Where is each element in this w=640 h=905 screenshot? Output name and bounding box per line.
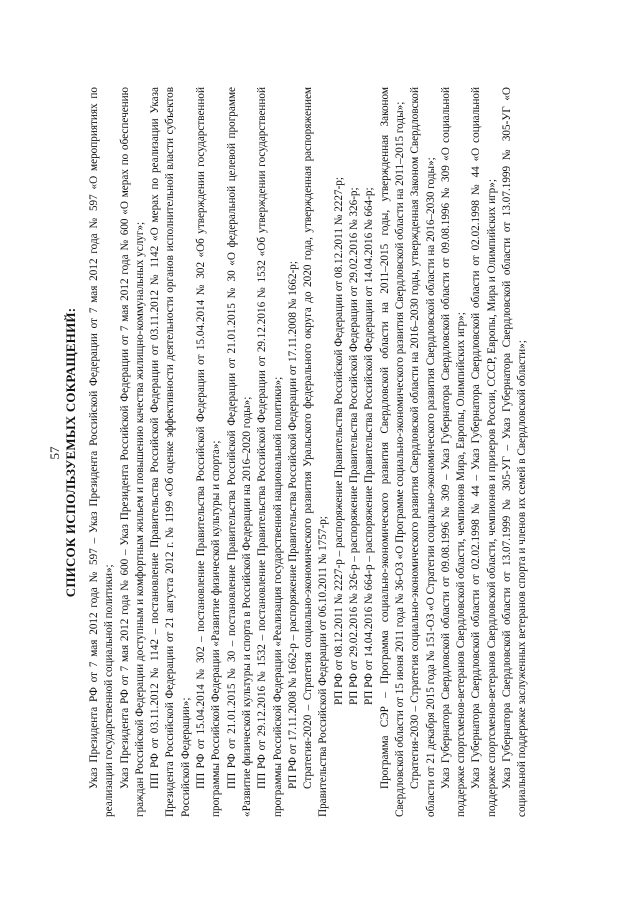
page-number: 57 bbox=[47, 446, 62, 460]
abbreviation-entry: Указ Губернатора Свердловской области от 13.07.1999 № 305-УГ – Указ Губернатора Свердловской области от 13.07.1999 № 305-УГ «О социальной поддержке заслуженных ветеранов спорта и членов их семей в Свердловской области»; bbox=[501, 87, 529, 817]
abbreviation-entry: Указ Губернатора Свердловской области от 02.02.1998 № 44 – Указ Губернатора Свердловской области от 02.02.1998 № 44 «О социальной поддержке спортсменов-ветеранов Свердловской области, чемпионов и призеров России, СССР, Европы, Мира и Олимпийских игр»; bbox=[470, 87, 498, 817]
abbreviation-entry: ПП РФ от 15.04.2014 № 302 – постановление Правительства Российской Федерации от 15.04.2014 № 302 «Об утверждении государственной программы Российской Федерации «Развитие физической культуры и спорта»; bbox=[195, 87, 223, 817]
abbreviation-entry: РП РФ от 17.11.2008 № 1662-р – распоряжение Правительства Российской Федерации от 17.11.2008 № 1662-р; bbox=[286, 261, 299, 789]
abbreviation-entry: Указ Губернатора Свердловской области от 09.08.1996 № 309 – Указ Губернатора Свердловской области от 09.08.1996 № 309 «О социальной поддержке спортсменов-ветеранов Свердловской области, чемпионов Мира, Европы, Олимпийских игр»; bbox=[439, 87, 468, 817]
abbreviation-entry: РП РФ от 29.02.2016 № 326-р – распоряжение Правительства Российской Федерации от 29.02.2016 № 326-р; bbox=[348, 187, 361, 705]
abbreviation-entry: РП РФ от 08.12.2011 № 2227-р – распоряжение Правительства Российской Федерации от 08.12.2011 № 2227-р; bbox=[332, 177, 345, 705]
abbreviation-entry: ПП РФ от 03.11.2012 № 1142 – постановление Правительства Российской Федерации от 03.11.2012 № 1142 «О мерах по реализации Указа Президента Российской Федерации от 21 августа 2012 г. № 1199 «Об оценке эффективности деятельности органов исполнительной власти субъектов Российской Федерации»; bbox=[149, 87, 192, 817]
abbreviation-entry: РП РФ от 14.04.2016 № 664-р – распоряжение Правительства Российской Федерации от 14.04.2016 № 664-р; bbox=[363, 187, 376, 705]
abbreviation-entry: Указ Президента РФ от 7 мая 2012 года № 597 – Указ Президента Российской Федерации от 7 мая 2012 года № 597 «О мероприятиях по реализации государственной социальной политики»; bbox=[88, 87, 116, 817]
abbreviation-entry: Стратегия-2020 – Стратегия социально-экономического развития Уральского федерального округа до 2020 года, утвержденная распоряжением Правительства Российской Федерации от 06.10.2011 № 1757-р; bbox=[302, 87, 330, 817]
abbreviation-entry: Стратегия-2030 – Стратегия социально-экономического развития Свердловской области на 2016–2030 годы, утвержденная Законом Свердловской области от 21 декабря 2015 года № 151-ОЗ «О Стратегии социально-экономического развития Свердловской области на 2016–2030 годы»; bbox=[409, 87, 437, 817]
page-title: СПИСОК ИСПОЛЬЗУЕМЫХ СОКРАЩЕНИЙ: bbox=[63, 307, 78, 598]
abbreviation-entry: Указ Президента РФ от 7 мая 2012 года № 600 – Указ Президента Российской Федерации от 7 мая 2012 года № 600 «О мерах по обеспечению граждан Российской Федерации доступным и комфортным жильем и повышению качества жилищно-коммунальных услуг»; bbox=[118, 87, 146, 817]
abbreviation-entry: Программа СЭР – Программа социально-экономического развития Свердловской области на 2011–2015 годы, утвержденная Законом Свердловской области от 15 июня 2011 года № 36-ОЗ «О Программе социально-экономического развития Свердловской области на 2011–2015 годы»; bbox=[378, 87, 406, 817]
abbreviation-entry: ПП РФ от 21.01.2015 № 30 – постановление Правительства Российской Федерации от 21.01.2015 № 30 «О федеральной целевой программе «Развитие физической культуры и спорта в Российской Федерации на 2016–2020 годы»; bbox=[225, 87, 253, 817]
abbreviations-list bbox=[87, 87, 531, 817]
abbreviation-entry: ПП РФ от 29.12.2016 № 1532 – постановление Правительства Российской Федерации от 29.12.2016 № 1532 «Об утверждении государственной программы Российской Федерации «Реализация государственной национальной политики»; bbox=[256, 87, 284, 817]
